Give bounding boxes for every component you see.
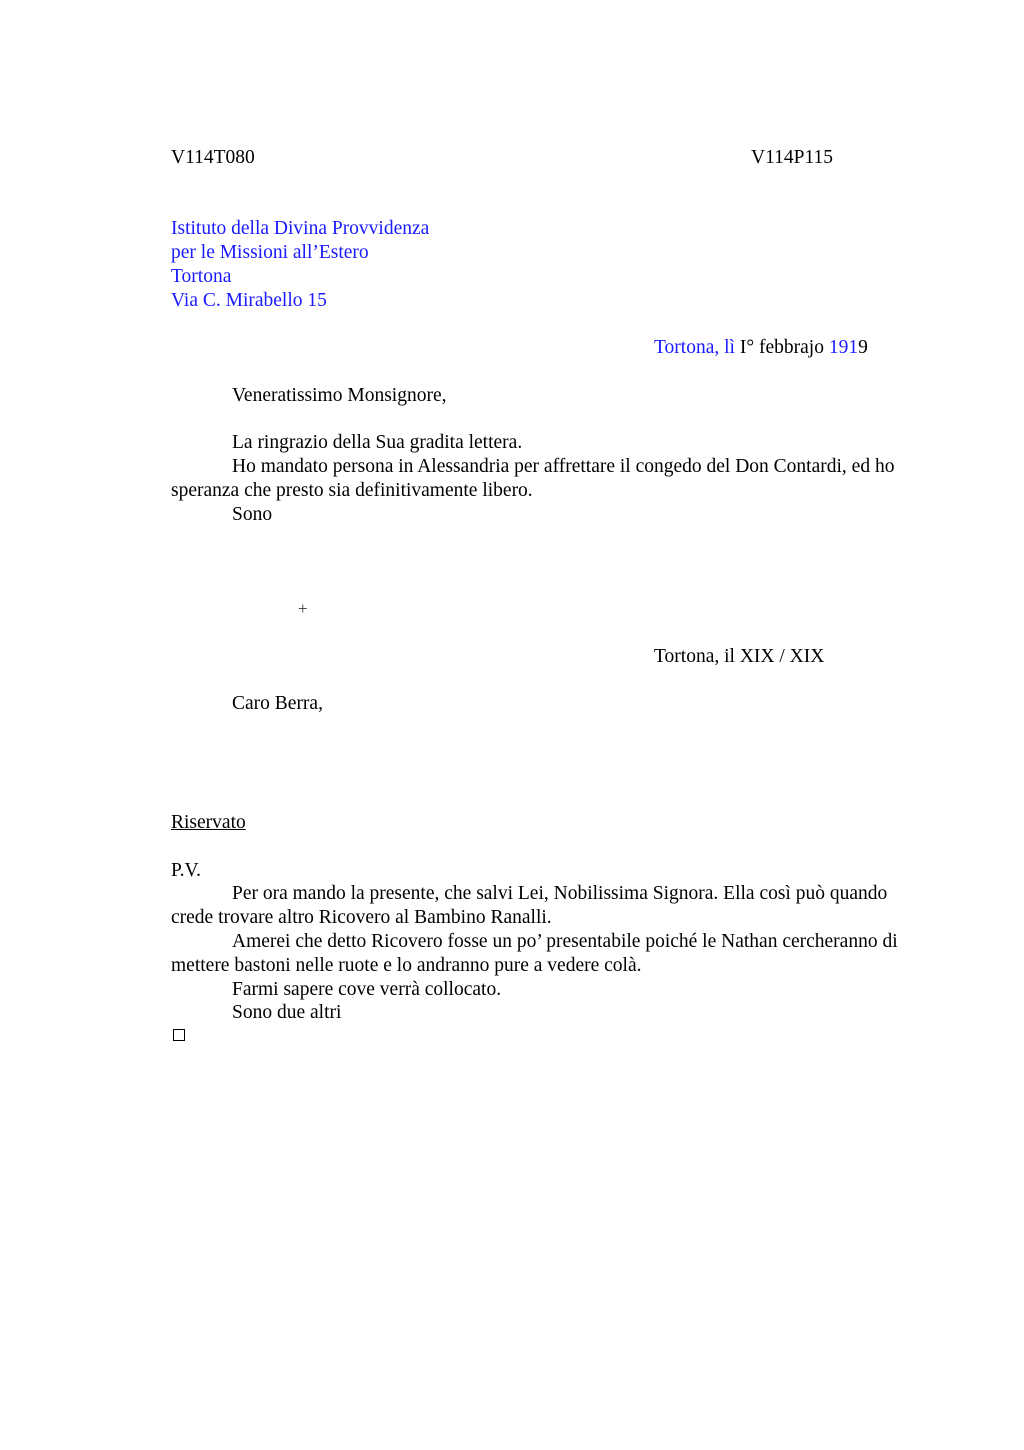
letter2-date: Tortona, il XIX / XIX (654, 646, 825, 667)
letter3-paragraph: Amerei che detto Ricovero fosse un po’ presentabile poiché le Nathan cercheranno di mettere bastoni nelle ruote e lo andranno pure a vedere colà. (171, 931, 898, 976)
archive-code-left: V114T080 (171, 147, 255, 168)
letter1-salutation: Veneratissimo Monsignore, (232, 385, 447, 406)
letter2-salutation: Caro Berra, (232, 693, 323, 714)
letter1-paragraph: Ho mandato persona in Alessandria per affrettare il congedo del Don Contardi, ed ho speranza che presto sia definitivamente libero. (171, 456, 895, 501)
letterhead-line: Istituto della Divina Provvidenza (171, 218, 430, 239)
date-day-month: I° febbrajo (734, 337, 829, 358)
letter1-paragraph: La ringrazio della Sua gradita lettera. (232, 432, 523, 453)
letter3-paragraph: Per ora mando la presente, che salvi Lei, Nobilissima Signora. Ella così può quando crede trovare altro Ricovero al Bambino Ranalli. (171, 883, 888, 928)
empty-box-symbol (173, 1029, 185, 1041)
letter1-date (654, 336, 868, 360)
letter3-heading: Riservato (171, 812, 246, 833)
letterhead-line: Tortona (171, 266, 232, 287)
letter3-salutation: P.V. (171, 860, 202, 881)
letterhead-line: per le Missioni all’Estero (171, 242, 369, 263)
letterhead-line: Via C. Mirabello 15 (171, 290, 327, 311)
cross-mark: + (298, 599, 308, 618)
letter3-paragraph: Sono due altri (232, 1002, 342, 1023)
letter3-paragraph: Farmi sapere cove verrà collocato. (232, 979, 502, 1000)
date-place: Tortona, lì (654, 337, 735, 358)
date-year-printed: 191 (828, 337, 859, 358)
letter1-paragraph: Sono (232, 504, 273, 525)
date-year-digit: 9 (858, 337, 868, 358)
archive-code-right: V114P115 (751, 147, 833, 168)
